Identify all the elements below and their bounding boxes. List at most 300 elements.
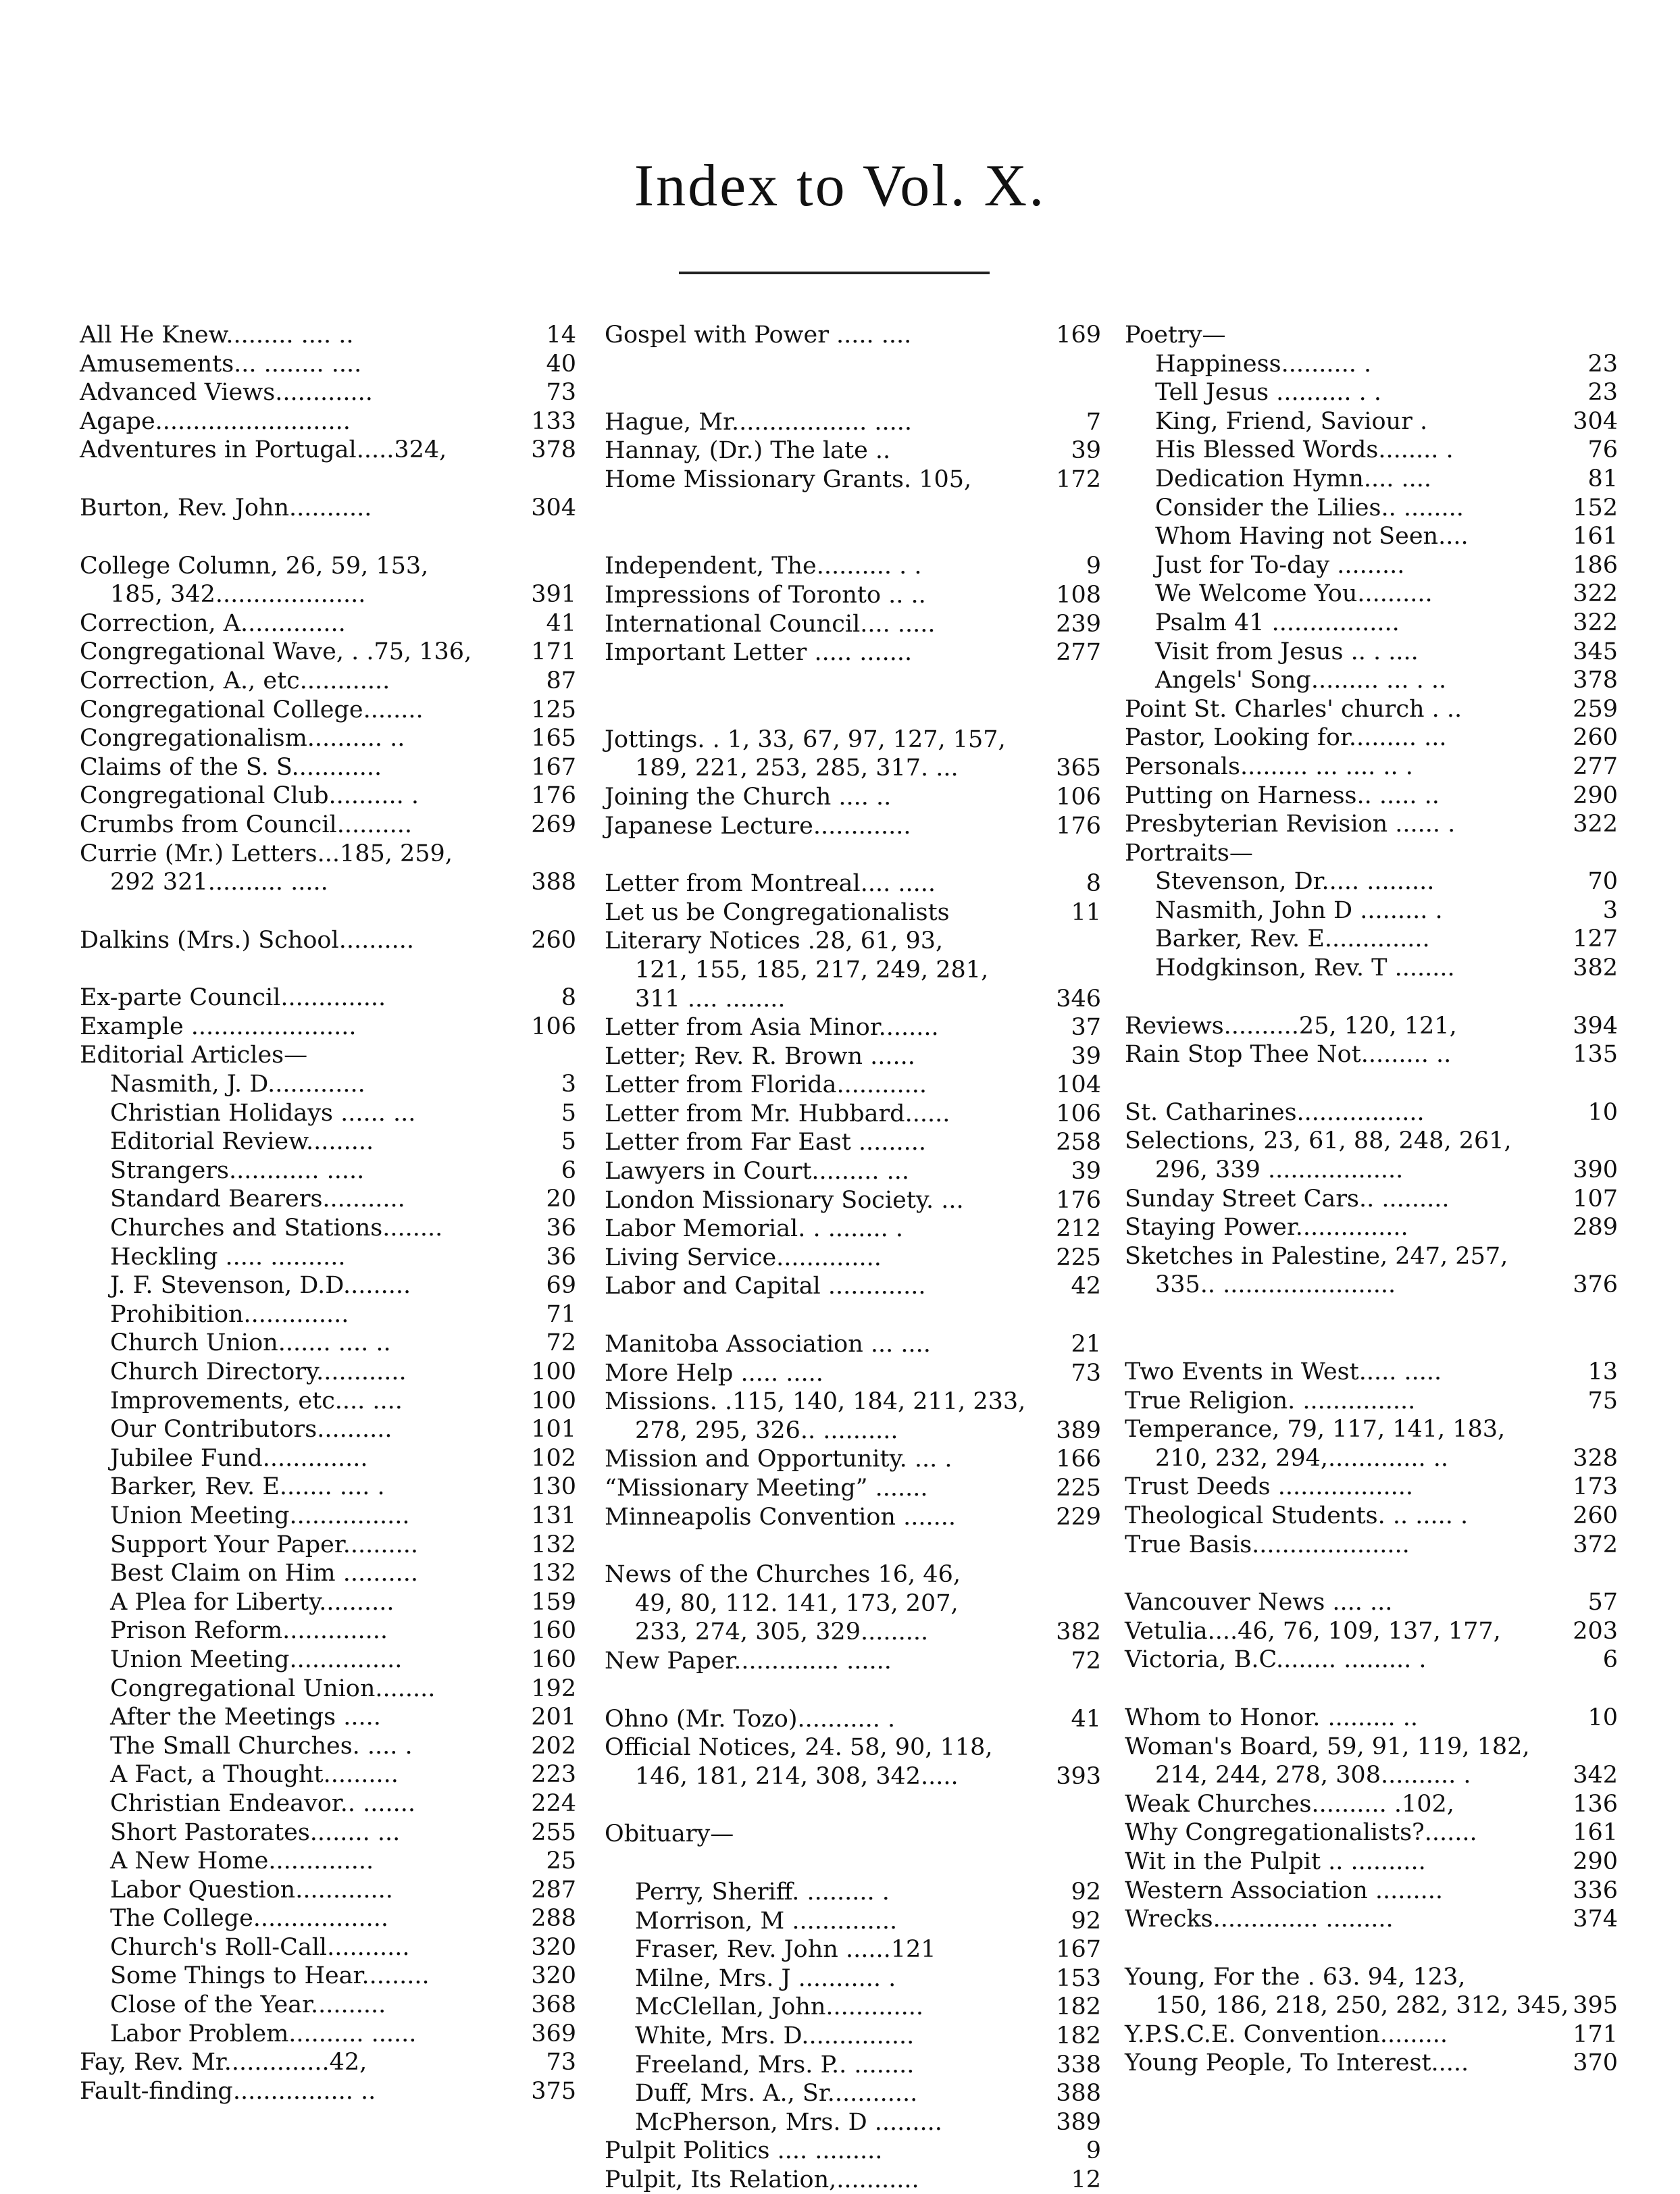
index-entry bbox=[605, 1100, 1101, 1129]
entry-title: Best Claim on Him .......... bbox=[110, 1560, 418, 1587]
entry-title: 292 321.......... ..... bbox=[110, 869, 328, 896]
entry-page-number: 225 bbox=[1056, 1475, 1101, 1502]
index-entry bbox=[1125, 522, 1618, 551]
index-entry bbox=[605, 1733, 1101, 1762]
entry-title: Editorial Articles— bbox=[80, 1042, 308, 1069]
entry-page-number: 269 bbox=[531, 811, 576, 838]
index-entry bbox=[605, 408, 1101, 437]
index-entry bbox=[1125, 1905, 1618, 1934]
entry-title: His Blessed Words........ . bbox=[1155, 436, 1454, 464]
entry-title: Church Union....... .... .. bbox=[110, 1329, 391, 1357]
entry-title: We Welcome You.......... bbox=[1155, 580, 1433, 608]
index-entry bbox=[1125, 609, 1618, 638]
entry-title: Hannay, (Dr.) The late .. bbox=[605, 437, 891, 465]
entry-title: Union Meeting............... bbox=[110, 1646, 403, 1673]
entry-title: Pastor, Looking for......... ... bbox=[1125, 724, 1447, 752]
index-entry bbox=[605, 1589, 1101, 1618]
index-entry bbox=[80, 1271, 576, 1300]
entry-page-number: 6 bbox=[561, 1156, 576, 1184]
index-entry bbox=[80, 840, 576, 869]
entry-page-number: 192 bbox=[531, 1675, 576, 1702]
entry-title: A Fact, a Thought.......... bbox=[110, 1761, 399, 1789]
entry-title: Reviews..........25, 120, 121, bbox=[1125, 1012, 1457, 1040]
entry-page-number: 338 bbox=[1056, 2051, 1101, 2078]
entry-page-number: 135 bbox=[1573, 1041, 1618, 1069]
index-entry bbox=[80, 667, 576, 696]
entry-title: Joining the Church .... .. bbox=[605, 783, 892, 811]
entry-title: Home Missionary Grants. 105, bbox=[605, 465, 972, 493]
entry-title: More Help ..... ..... bbox=[605, 1359, 823, 1387]
entry-title: White, Mrs. D............... bbox=[635, 2022, 915, 2049]
entry-title: Labor Question............. bbox=[110, 1876, 393, 1904]
entry-title: Young, For the . 63. 94, 123, bbox=[1125, 1963, 1466, 1991]
entry-page-number: 389 bbox=[1056, 1417, 1101, 1444]
index-entry bbox=[605, 2022, 1101, 2051]
index-entry bbox=[80, 1616, 576, 1646]
entry-page-number: 72 bbox=[546, 1329, 576, 1357]
entry-title: Gospel with Power ..... .... bbox=[605, 322, 912, 349]
index-entry bbox=[1125, 1415, 1618, 1444]
index-entry bbox=[1125, 1156, 1618, 1185]
section-spacer bbox=[1125, 1675, 1618, 1704]
index-entry bbox=[1125, 1213, 1618, 1242]
entry-page-number: 12 bbox=[1071, 2166, 1101, 2193]
entry-title: Consider the Lilies.. ........ bbox=[1155, 494, 1464, 521]
entry-title: Lawyers in Court......... ... bbox=[605, 1158, 910, 1185]
entry-title: All He Knew......... .... .. bbox=[80, 322, 354, 349]
entry-page-number: 290 bbox=[1573, 782, 1618, 809]
index-entry bbox=[1125, 580, 1618, 609]
entry-title: Ohno (Mr. Tozo)........... . bbox=[605, 1705, 896, 1733]
index-entry bbox=[1125, 1358, 1618, 1387]
entry-title: London Missionary Society. ... bbox=[605, 1186, 964, 1214]
entry-page-number: 161 bbox=[1573, 523, 1618, 551]
title-rule bbox=[679, 272, 990, 274]
page-title: Index to Vol. X. bbox=[634, 153, 1046, 219]
entry-page-number: 92 bbox=[1071, 1878, 1101, 1906]
index-entry bbox=[80, 1876, 576, 1905]
entry-page-number: 382 bbox=[1056, 1618, 1101, 1646]
entry-page-number: 345 bbox=[1573, 638, 1618, 665]
entry-page-number: 391 bbox=[531, 581, 576, 609]
entry-title: Portraits— bbox=[1125, 839, 1253, 867]
entry-title: Obituary— bbox=[605, 1820, 734, 1848]
index-entry bbox=[80, 1099, 576, 1128]
entry-page-number: 81 bbox=[1587, 465, 1618, 492]
entry-page-number: 70 bbox=[1587, 868, 1618, 896]
entry-page-number: 378 bbox=[1573, 667, 1618, 694]
index-entry bbox=[1125, 925, 1618, 954]
entry-title: Tell Jesus .......... . . bbox=[1155, 379, 1381, 407]
index-entry bbox=[80, 1415, 576, 1444]
entry-title: 185, 342.................... bbox=[110, 581, 366, 609]
entry-page-number: 369 bbox=[531, 2020, 576, 2047]
entry-page-number: 165 bbox=[531, 725, 576, 752]
entry-page-number: 390 bbox=[1573, 1156, 1618, 1184]
entry-title: Visit from Jesus .. . .... bbox=[1155, 638, 1419, 665]
index-entry bbox=[1125, 810, 1618, 839]
entry-title: A Plea for Liberty.......... bbox=[110, 1588, 394, 1616]
entry-page-number: 132 bbox=[531, 1560, 576, 1587]
entry-page-number: 260 bbox=[1573, 1502, 1618, 1529]
entry-page-number: 277 bbox=[1056, 639, 1101, 667]
entry-title: Manitoba Association ... .... bbox=[605, 1331, 931, 1358]
index-entry bbox=[80, 378, 576, 407]
index-entry bbox=[1125, 782, 1618, 811]
entry-title: Ex-parte Council.............. bbox=[80, 984, 386, 1012]
entry-page-number: 106 bbox=[531, 1013, 576, 1040]
index-entry bbox=[80, 811, 576, 840]
entry-page-number: 7 bbox=[1086, 408, 1101, 436]
entry-title: Duff, Mrs. A., Sr............ bbox=[635, 2080, 918, 2108]
entry-title: Psalm 41 ................. bbox=[1155, 609, 1400, 636]
index-entry bbox=[605, 2166, 1101, 2194]
index-entry bbox=[80, 1675, 576, 1704]
entry-page-number: 389 bbox=[1056, 2108, 1101, 2136]
index-entry bbox=[80, 724, 576, 753]
index-entry bbox=[1125, 867, 1618, 896]
index-column-1 bbox=[80, 321, 576, 2106]
entry-page-number: 101 bbox=[531, 1416, 576, 1444]
entry-title: Theological Students. .. ..... . bbox=[1125, 1502, 1469, 1529]
entry-title: 49, 80, 112. 141, 173, 207, bbox=[635, 1589, 959, 1617]
index-entry bbox=[605, 1935, 1101, 1964]
entry-title: After the Meetings ..... bbox=[110, 1704, 381, 1731]
entry-title: 121, 155, 185, 217, 249, 281, bbox=[635, 956, 989, 984]
entry-title: Woman's Board, 59, 91, 119, 182, bbox=[1125, 1733, 1530, 1760]
entry-title: King, Friend, Saviour . bbox=[1155, 407, 1428, 435]
entry-title: Dalkins (Mrs.) School.......... bbox=[80, 926, 414, 954]
entry-title: News of the Churches 16, 46, bbox=[605, 1561, 961, 1589]
entry-page-number: 259 bbox=[1573, 695, 1618, 723]
entry-title: Western Association ......... bbox=[1125, 1877, 1444, 1904]
index-entry bbox=[605, 1157, 1101, 1186]
index-entry bbox=[605, 927, 1101, 956]
index-entry bbox=[605, 985, 1101, 1014]
entry-page-number: 41 bbox=[546, 609, 576, 637]
entry-page-number: 374 bbox=[1573, 1906, 1618, 1933]
index-entry bbox=[605, 2137, 1101, 2166]
entry-page-number: 375 bbox=[531, 2077, 576, 2105]
entry-page-number: 287 bbox=[531, 1876, 576, 1904]
entry-page-number: 131 bbox=[531, 1502, 576, 1529]
entry-page-number: 368 bbox=[531, 1991, 576, 2019]
entry-title: 189, 221, 253, 285, 317. ... bbox=[635, 755, 959, 782]
index-entry bbox=[80, 1703, 576, 1732]
index-entry bbox=[1125, 1185, 1618, 1214]
entry-title: Union Meeting................ bbox=[110, 1502, 410, 1529]
entry-page-number: 322 bbox=[1573, 609, 1618, 636]
index-entry bbox=[80, 1818, 576, 1847]
entry-title: 233, 274, 305, 329......... bbox=[635, 1618, 929, 1646]
entry-title: Wit in the Pulpit .. .......... bbox=[1125, 1847, 1426, 1875]
index-entry bbox=[1125, 1531, 1618, 1560]
entry-page-number: 41 bbox=[1071, 1705, 1101, 1733]
section-spacer bbox=[80, 897, 576, 926]
index-entry bbox=[1125, 350, 1618, 379]
entry-page-number: 277 bbox=[1573, 752, 1618, 780]
entry-page-number: 161 bbox=[1573, 1819, 1618, 1847]
entry-title: Letter from Asia Minor........ bbox=[605, 1014, 939, 1042]
entry-title: Strangers............ ..... bbox=[110, 1156, 365, 1184]
section-spacer bbox=[605, 350, 1101, 408]
index-entry bbox=[1125, 1877, 1618, 1906]
index-entry bbox=[605, 610, 1101, 639]
index-entry bbox=[605, 783, 1101, 812]
entry-title: Let us be Congregationalists bbox=[605, 898, 950, 926]
index-entry bbox=[80, 1531, 576, 1560]
entry-page-number: 127 bbox=[1573, 925, 1618, 953]
entry-title: Two Events in West..... ..... bbox=[1125, 1358, 1442, 1385]
index-entry bbox=[1125, 1761, 1618, 1790]
index-entry bbox=[605, 1013, 1101, 1042]
entry-title: J. F. Stevenson, D.D......... bbox=[110, 1272, 411, 1300]
entry-title: Close of the Year.......... bbox=[110, 1991, 386, 2019]
index-entry bbox=[80, 2077, 576, 2106]
entry-title: Jubilee Fund.............. bbox=[110, 1444, 368, 1472]
entry-title: The College.................. bbox=[110, 1905, 389, 1933]
entry-title: McClellan, John............. bbox=[635, 1993, 923, 2021]
index-entry bbox=[1125, 839, 1618, 868]
entry-page-number: 3 bbox=[1602, 896, 1618, 924]
entry-title: Our Contributors.......... bbox=[110, 1416, 392, 1444]
entry-title: Christian Holidays ...... ... bbox=[110, 1099, 416, 1127]
entry-title: Congregational College........ bbox=[80, 696, 424, 723]
index-entry bbox=[80, 1185, 576, 1214]
entry-page-number: 166 bbox=[1056, 1446, 1101, 1473]
entry-page-number: 370 bbox=[1573, 2049, 1618, 2077]
entry-page-number: 9 bbox=[1086, 553, 1101, 580]
entry-title: Victoria, B.C........ ......... . bbox=[1125, 1646, 1427, 1674]
entry-page-number: 73 bbox=[1071, 1359, 1101, 1387]
index-entry bbox=[80, 1041, 576, 1070]
entry-page-number: 201 bbox=[531, 1704, 576, 1731]
entry-page-number: 87 bbox=[546, 667, 576, 694]
entry-title: Burton, Rev. John........... bbox=[80, 494, 372, 521]
index-entry bbox=[80, 1473, 576, 1502]
section-spacer bbox=[1125, 983, 1618, 1012]
index-entry bbox=[1125, 321, 1618, 350]
entry-title: Presbyterian Revision ...... . bbox=[1125, 811, 1456, 838]
index-entry bbox=[605, 1330, 1101, 1359]
entry-page-number: 71 bbox=[546, 1300, 576, 1328]
entry-title: Missions. .115, 140, 184, 211, 233, bbox=[605, 1388, 1026, 1416]
entry-page-number: 23 bbox=[1587, 350, 1618, 378]
index-entry bbox=[1125, 1127, 1618, 1156]
index-entry bbox=[80, 1387, 576, 1416]
entry-title: Editorial Review......... bbox=[110, 1128, 374, 1156]
entry-page-number: 5 bbox=[561, 1099, 576, 1127]
index-entry bbox=[605, 1272, 1101, 1301]
index-column-3 bbox=[1125, 321, 1618, 2078]
entry-page-number: 152 bbox=[1573, 494, 1618, 521]
index-entry bbox=[80, 1300, 576, 1329]
index-entry bbox=[605, 956, 1101, 985]
entry-page-number: 13 bbox=[1587, 1358, 1618, 1385]
entry-page-number: 106 bbox=[1056, 783, 1101, 811]
entry-title: Currie (Mr.) Letters...185, 259, bbox=[80, 840, 453, 867]
index-entry bbox=[1125, 465, 1618, 494]
entry-page-number: 160 bbox=[531, 1617, 576, 1645]
entry-title: Whom to Honor. ......... .. bbox=[1125, 1704, 1419, 1731]
entry-title: Some Things to Hear......... bbox=[110, 1962, 430, 1990]
entry-page-number: 25 bbox=[546, 1847, 576, 1875]
entry-title: Young People, To Interest..... bbox=[1125, 2049, 1469, 2077]
entry-title: Barker, Rev. E....... .... . bbox=[110, 1473, 385, 1501]
entry-page-number: 336 bbox=[1573, 1877, 1618, 1904]
index-entry bbox=[605, 1042, 1101, 1071]
entry-title: Congregational Union........ bbox=[110, 1675, 436, 1702]
entry-title: “Missionary Meeting” ....... bbox=[605, 1475, 928, 1502]
entry-title: Letter from Florida............ bbox=[605, 1071, 927, 1099]
entry-title: Putting on Harness.. ..... .. bbox=[1125, 782, 1440, 809]
entry-title: New Paper.............. ...... bbox=[605, 1647, 892, 1675]
entry-page-number: 36 bbox=[546, 1215, 576, 1242]
entry-title: Letter from Mr. Hubbard...... bbox=[605, 1100, 950, 1127]
index-entry bbox=[80, 696, 576, 725]
index-entry bbox=[1125, 407, 1618, 436]
index-entry bbox=[80, 638, 576, 667]
entry-page-number: 76 bbox=[1587, 436, 1618, 464]
entry-title: Selections, 23, 61, 88, 248, 261, bbox=[1125, 1127, 1512, 1155]
entry-page-number: 92 bbox=[1071, 1907, 1101, 1935]
entry-page-number: 372 bbox=[1573, 1531, 1618, 1558]
index-entry bbox=[605, 1186, 1101, 1215]
entry-title: The Small Churches. .... . bbox=[110, 1732, 413, 1760]
entry-title: Rain Stop Thee Not......... .. bbox=[1125, 1041, 1452, 1069]
entry-page-number: 288 bbox=[531, 1905, 576, 1933]
entry-page-number: 176 bbox=[1056, 812, 1101, 840]
index-entry bbox=[1125, 896, 1618, 925]
entry-page-number: 388 bbox=[531, 869, 576, 896]
entry-page-number: 172 bbox=[1056, 465, 1101, 493]
index-entry bbox=[80, 1933, 576, 1962]
entry-page-number: 342 bbox=[1573, 1762, 1618, 1789]
entry-title: Trust Deeds .................. bbox=[1125, 1473, 1414, 1501]
entry-title: Heckling ..... .......... bbox=[110, 1243, 346, 1271]
entry-title: Stevenson, Dr..... ......... bbox=[1155, 868, 1435, 896]
entry-title: Short Pastorates........ ... bbox=[110, 1818, 401, 1846]
entry-page-number: 136 bbox=[1573, 1790, 1618, 1818]
entry-page-number: 57 bbox=[1587, 1589, 1618, 1616]
entry-page-number: 176 bbox=[1056, 1186, 1101, 1214]
entry-title: Improvements, etc.... .... bbox=[110, 1387, 403, 1414]
entry-title: Literary Notices .28, 61, 93, bbox=[605, 927, 944, 955]
entry-page-number: 202 bbox=[531, 1732, 576, 1760]
entry-page-number: 255 bbox=[531, 1818, 576, 1846]
entry-title: Fay, Rev. Mr..............42, bbox=[80, 2049, 367, 2076]
entry-title: Letter from Far East ......... bbox=[605, 1129, 927, 1156]
index-entry bbox=[605, 1618, 1101, 1647]
entry-page-number: 260 bbox=[1573, 724, 1618, 752]
entry-title: Barker, Rev. E.............. bbox=[1155, 925, 1430, 953]
entry-title: True Religion. ............... bbox=[1125, 1387, 1416, 1414]
entry-page-number: 169 bbox=[1056, 322, 1101, 349]
entry-title: Crumbs from Council.......... bbox=[80, 811, 412, 838]
index-entry bbox=[1125, 1473, 1618, 1502]
section-spacer bbox=[1125, 1300, 1618, 1358]
index-entry bbox=[605, 754, 1101, 783]
section-spacer bbox=[605, 1676, 1101, 1705]
entry-title: 214, 244, 278, 308.......... . bbox=[1155, 1762, 1471, 1789]
entry-page-number: 23 bbox=[1587, 379, 1618, 407]
entry-page-number: 229 bbox=[1056, 1503, 1101, 1531]
entry-title: Important Letter ..... ....... bbox=[605, 639, 913, 667]
entry-title: Adventures in Portugal.....324, bbox=[80, 436, 447, 464]
index-entry bbox=[1125, 1704, 1618, 1733]
entry-title: Angels' Song......... ... . .. bbox=[1155, 667, 1447, 694]
index-entry bbox=[80, 609, 576, 638]
entry-page-number: 39 bbox=[1071, 1158, 1101, 1185]
entry-page-number: 223 bbox=[531, 1761, 576, 1789]
index-entry bbox=[80, 1847, 576, 1876]
entry-page-number: 328 bbox=[1573, 1444, 1618, 1472]
entry-page-number: 102 bbox=[531, 1444, 576, 1472]
entry-title: Labor and Capital ............. bbox=[605, 1273, 926, 1300]
entry-title: Japanese Lecture............. bbox=[605, 812, 911, 840]
section-spacer bbox=[605, 1849, 1101, 1878]
index-entry bbox=[1125, 1040, 1618, 1069]
entry-page-number: 73 bbox=[546, 379, 576, 407]
entry-page-number: 320 bbox=[531, 1933, 576, 1961]
entry-page-number: 39 bbox=[1071, 1042, 1101, 1070]
entry-title: Jottings. . 1, 33, 67, 97, 127, 157, bbox=[605, 725, 1006, 753]
entry-page-number: 225 bbox=[1056, 1244, 1101, 1271]
index-entry bbox=[1125, 954, 1618, 983]
entry-title: A New Home.............. bbox=[110, 1847, 374, 1875]
index-entry bbox=[80, 1962, 576, 1991]
entry-page-number: 6 bbox=[1602, 1646, 1618, 1674]
entry-page-number: 39 bbox=[1071, 437, 1101, 465]
index-entry bbox=[80, 1013, 576, 1042]
entry-page-number: 304 bbox=[1573, 407, 1618, 435]
entry-title: 296, 339 .................. bbox=[1155, 1156, 1404, 1184]
entry-page-number: 393 bbox=[1056, 1762, 1101, 1790]
index-entry bbox=[80, 1732, 576, 1761]
index-entry bbox=[1125, 1847, 1618, 1877]
index-entry bbox=[1125, 723, 1618, 752]
index-entry bbox=[1125, 1098, 1618, 1127]
index-entry bbox=[605, 1820, 1101, 1849]
index-entry bbox=[1125, 1012, 1618, 1041]
entry-title: Sunday Street Cars.. ......... bbox=[1125, 1185, 1450, 1213]
entry-page-number: 388 bbox=[1056, 2080, 1101, 2108]
entry-title: Temperance, 79, 117, 141, 183, bbox=[1125, 1416, 1506, 1444]
entry-title: College Column, 26, 59, 153, bbox=[80, 552, 429, 580]
entry-page-number: 104 bbox=[1056, 1071, 1101, 1099]
index-entry bbox=[80, 1070, 576, 1099]
section-spacer bbox=[80, 954, 576, 984]
entry-page-number: 20 bbox=[546, 1185, 576, 1213]
entry-title: Fraser, Rev. John ......121 bbox=[635, 1936, 936, 1964]
entry-page-number: 69 bbox=[546, 1272, 576, 1300]
entry-title: Poetry— bbox=[1125, 322, 1226, 349]
index-entry bbox=[1125, 2020, 1618, 2049]
index-entry bbox=[605, 1878, 1101, 1907]
entry-page-number: 42 bbox=[1071, 1273, 1101, 1300]
entry-page-number: 125 bbox=[531, 696, 576, 723]
index-entry bbox=[80, 782, 576, 811]
entry-page-number: 167 bbox=[1056, 1936, 1101, 1964]
index-entry bbox=[80, 1760, 576, 1789]
index-entry bbox=[80, 1127, 576, 1156]
section-spacer bbox=[605, 1531, 1101, 1560]
index-entry bbox=[80, 1646, 576, 1675]
entry-title: Whom Having not Seen.... bbox=[1155, 523, 1469, 551]
entry-title: 311 .... ........ bbox=[635, 985, 786, 1013]
entry-page-number: 40 bbox=[546, 350, 576, 378]
entry-page-number: 176 bbox=[531, 782, 576, 810]
